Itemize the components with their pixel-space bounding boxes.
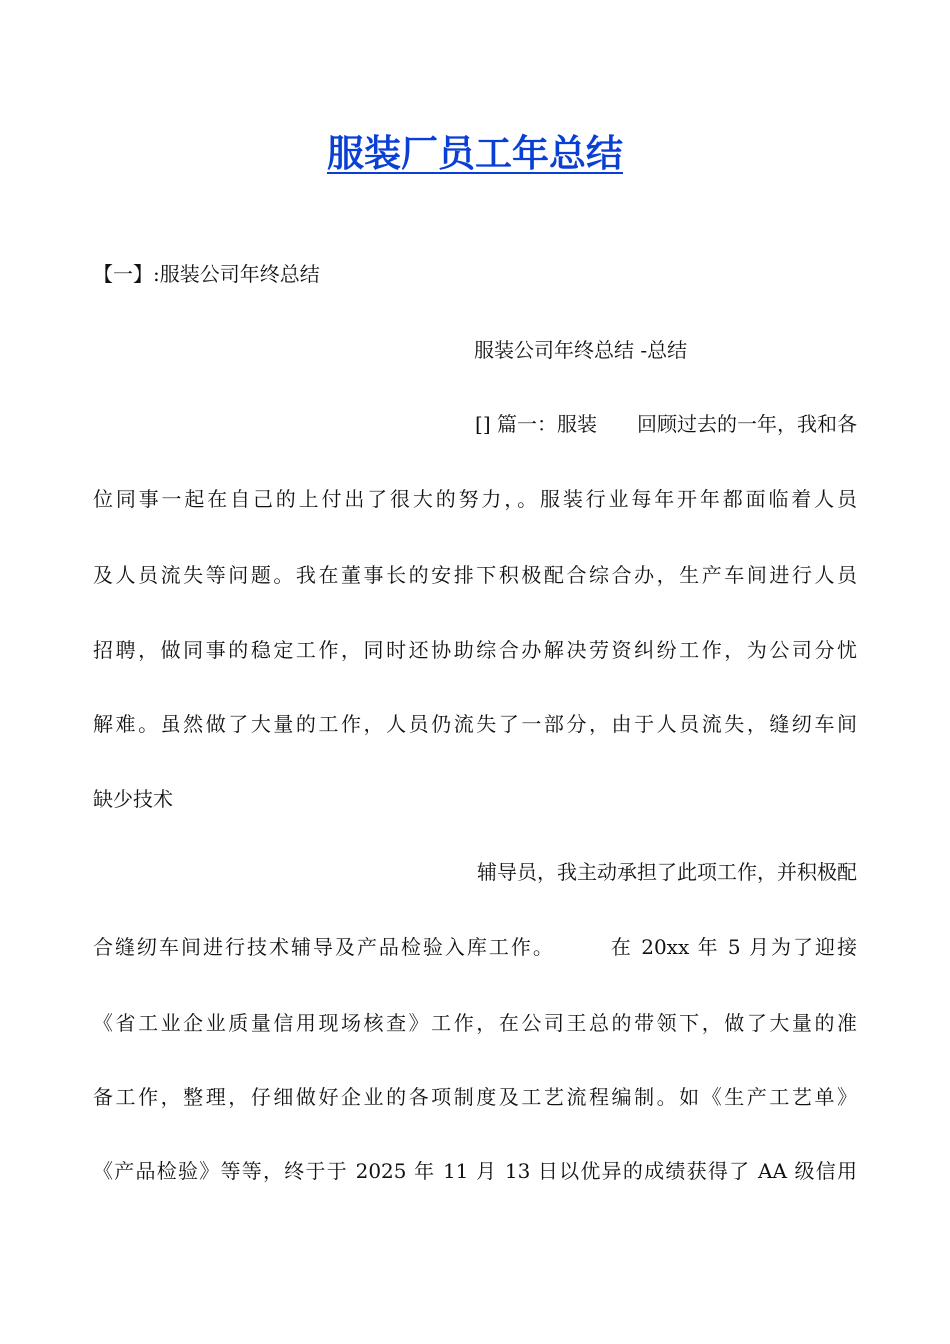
body-line: 《省工业企业质量信用现场核查》工作，在公司王总的带领下，做了大量的准 <box>93 1011 857 1035</box>
body-line: 解难。虽然做了大量的工作，人员仍流失了一部分，由于人员流失，缝纫车间 <box>93 712 857 736</box>
body-line: [] 篇一：服装 回顾过去的一年，我和各 <box>475 412 857 436</box>
body-line: 辅导员，我主动承担了此项工作，并积极配 <box>477 860 857 884</box>
document-subtitle: 服装公司年终总结 -总结 <box>474 338 688 362</box>
body-line: 合缝纫车间进行技术辅导及产品检验入库工作。 在 20xx 年 5 月为了迎接 <box>93 935 857 959</box>
body-line: 位同事一起在自己的上付出了很大的努力，。服装行业每年开年都面临着人员 <box>93 487 857 511</box>
body-line: 《产品检验》等等，终于于 2025 年 11 月 13 日以优异的成绩获得了 AA 级信用 <box>93 1159 857 1183</box>
body-line: 备工作，整理，仔细做好企业的各项制度及工艺流程编制。如《生产工艺单》 <box>93 1085 857 1109</box>
document-title: 服装厂员工年总结 <box>327 132 623 175</box>
body-line: 缺少技术 <box>93 787 173 811</box>
body-line: 及人员流失等问题。我在董事长的安排下积极配合综合办，生产车间进行人员 <box>93 563 857 587</box>
section-heading: 【一】:服装公司年终总结 <box>93 262 320 286</box>
body-line: 招聘，做同事的稳定工作，同时还协助综合办解决劳资纠纷工作，为公司分忧 <box>93 638 857 662</box>
